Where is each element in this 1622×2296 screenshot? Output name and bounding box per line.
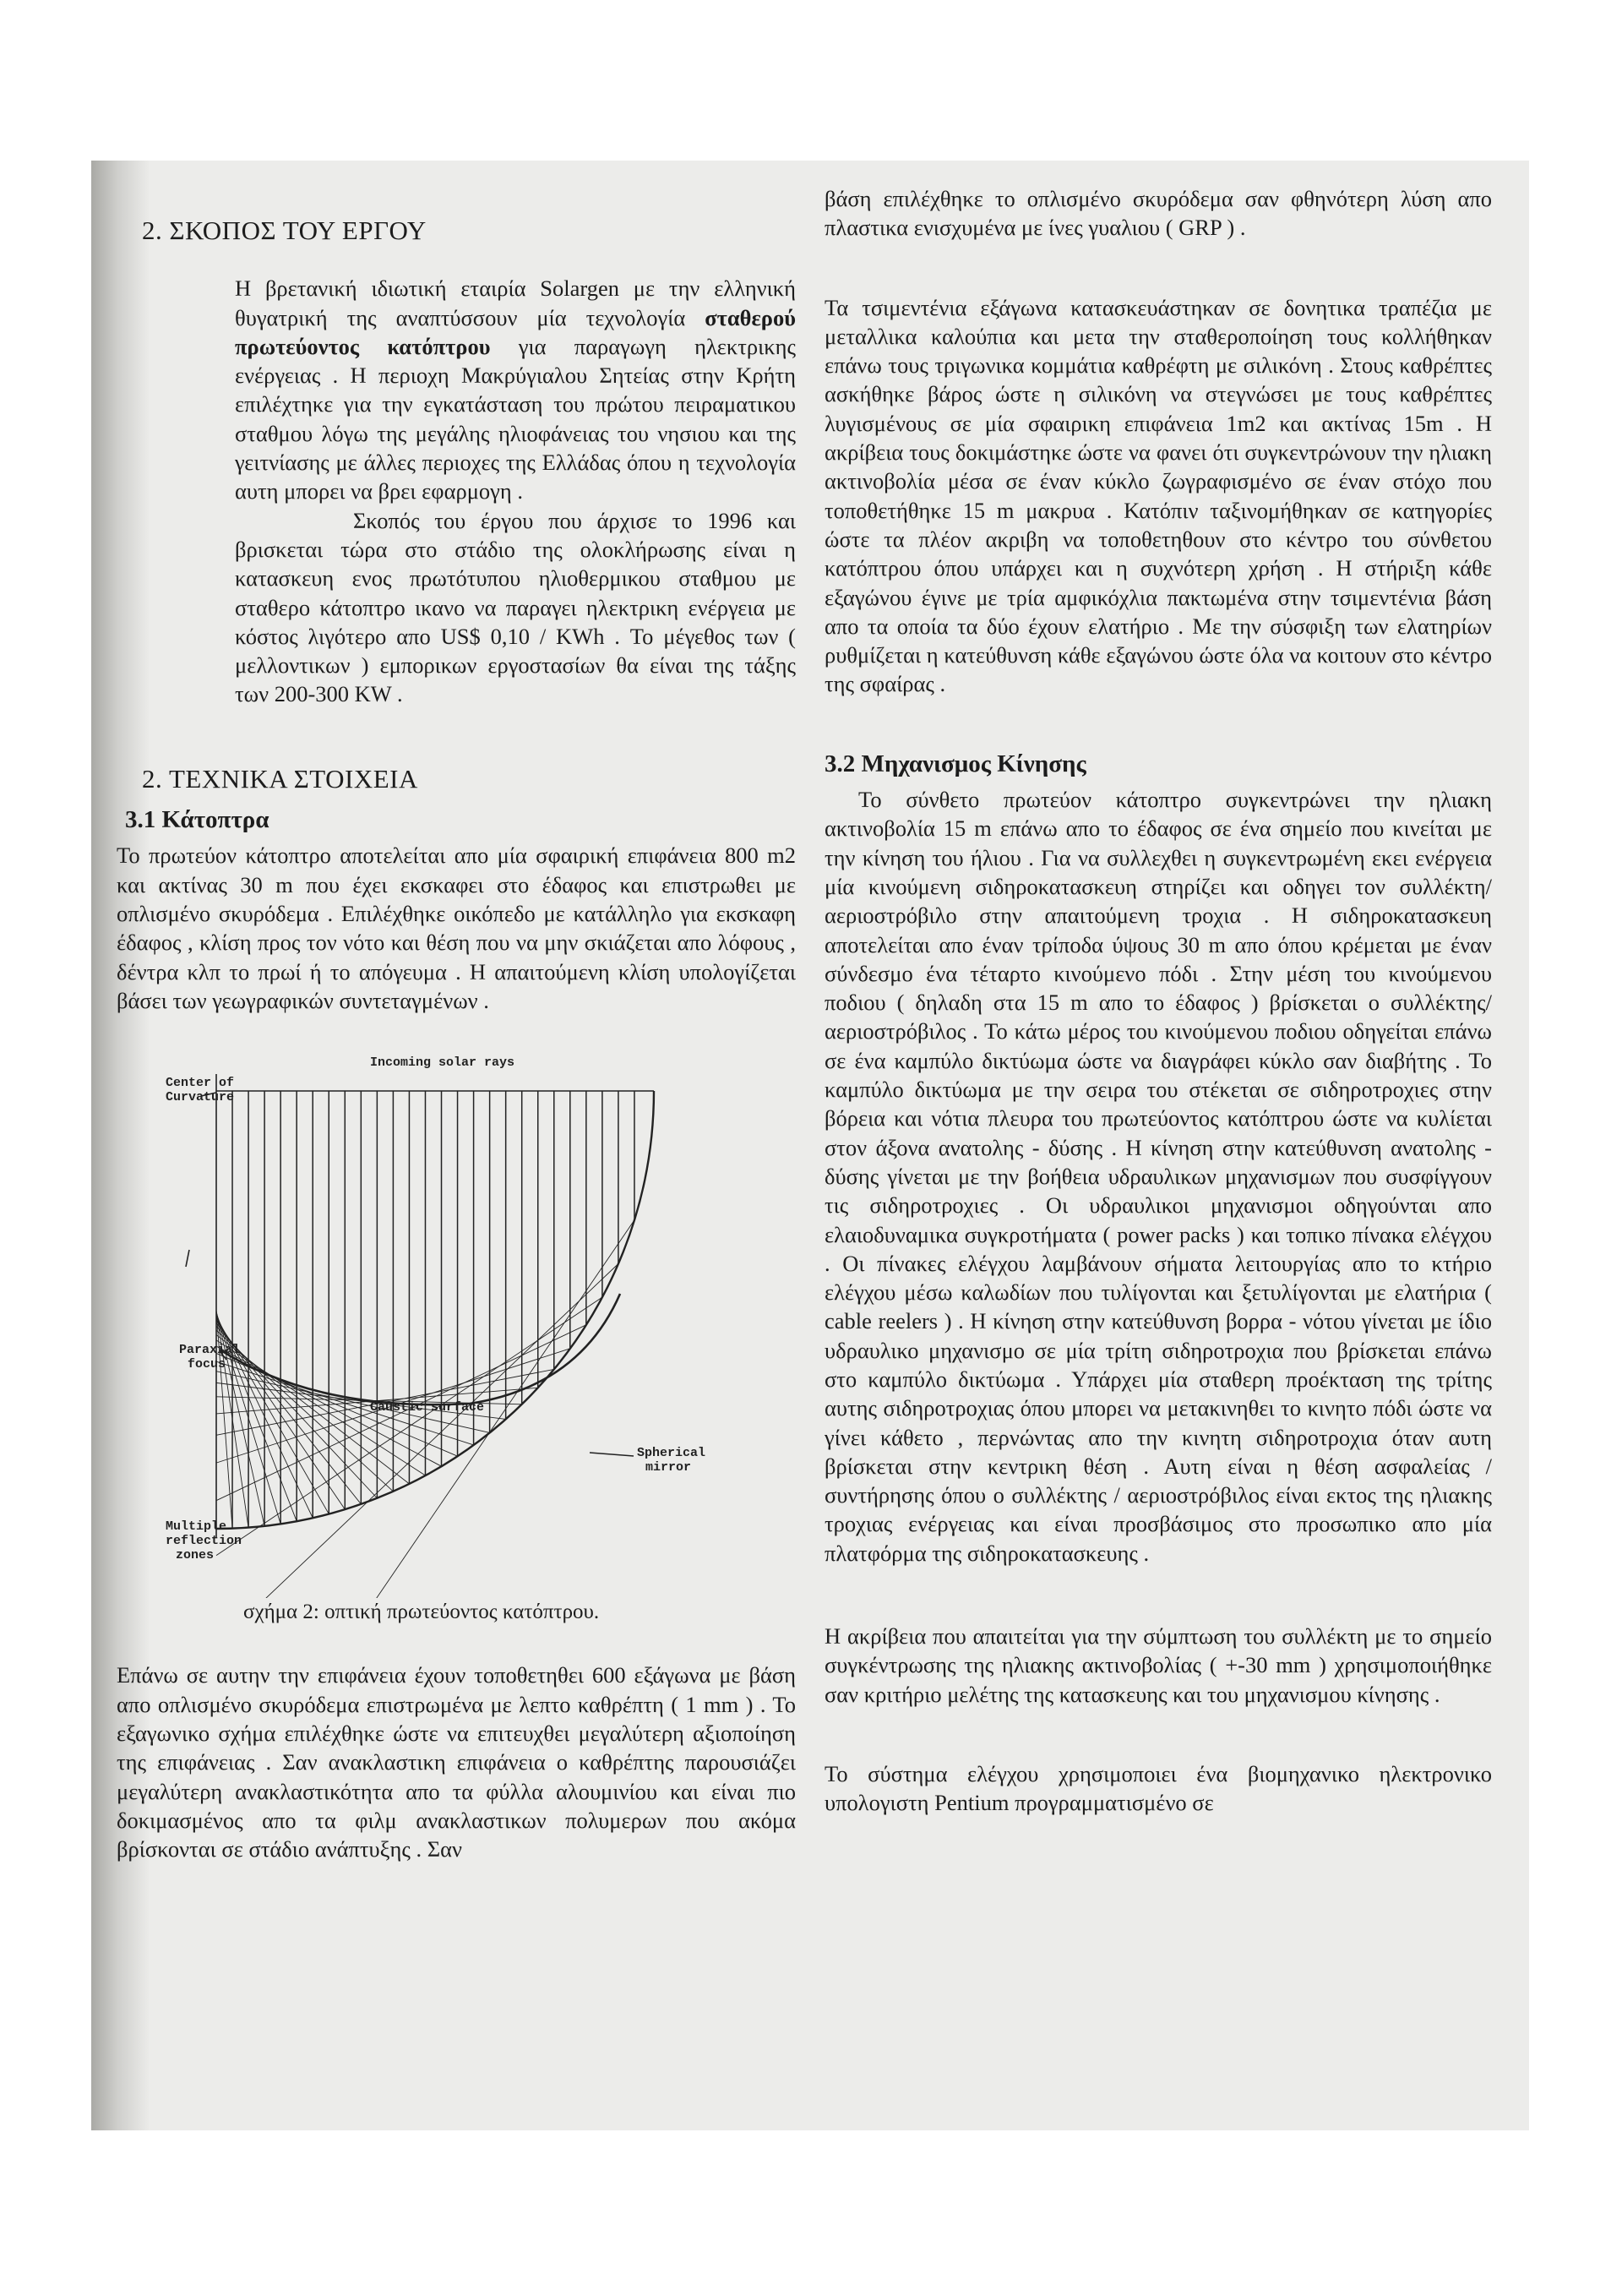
scope-p1-text-a: Η βρετανική ιδιωτική εταιρία Solargen με την ελληνική θυγατρική της αναπτύσσουν μία τεχνολογία bbox=[235, 275, 796, 330]
label-incoming-rays: Incoming solar rays bbox=[370, 1055, 515, 1071]
right-paragraph-2: Το σύνθετο πρωτεύον κάτοπτρο συγκεντρώνει την ηλιακη ακτινοβολία 15 m επάνω απο το έδαφος σε ένα σημείο που κινείται με την κίνηση του ήλιου . Για να συλλεχθει η συγκεντρωμένη εκει ενέργεια μία κινούμενη σιδηροκατασκευη στηρίζει και οδηγει τον συλλέκτη/ αεριοστρόβιλο στην απαιτούμενη τροχια . Η σιδηροκατασκευη αποτελείται απο έναν τρίποδα ύψους 30 m απο όπου κρέμεται με έναν σύνδεσμο ένα τέταρτο κινούμενο πόδι . Στην μέση του κινούμενου ποδιου ( δηλαδη στα 15 m απο το έδαφος ) βρίσκεται ο συλλέκτης/ αεριοστρόβιλος . Το κάτω μέρος του κινούμενου ποδιου οδηγείται επάνω σε ένα καμπύλο δικτύωμα ώστε να διαγράφει κύκλο σαν διαβήτης . Το καμπύλο δικτύωμα με την σειρα του στέκεται σε σιδηροτροχιες στην βόρεια και νότια πλευρα του πρωτεύοντος κατόπτρου ώστε να κυλίεται στον άξονα ανατολης - δύσης . Η κίνηση στην κατεύθυνση ανατολης - δύσης γίνεται με την βοήθεια υδραυλικων μηχανισμων που συσφίγγουν τις σιδηροτροχιες . Οι υδραυλικοι μηχανισμοι οδηγούνται απο ελαιοδυναμικα συγκροτήματα ( power packs ) και τοπικο πίνακα ελέγχου . Οι πίνακες ελέγχου λαμβάνουν σήματα λειτουργίας απο το κτήριο ελέγχου μέσω καλωδίων που τυλίγονται και ξετυλίγονται με ελατήρια ( cable reelers ) . Η κίνηση στην κατεύθυνση βορρα - νότου γίνεται με ίδιο υδραυλικο μηχανισμο σε μία τρίτη σιδηροτροχια που βρίσκεται επάνω στο καμπύλο δικτύωμα . Υπάρχει μία σταθερη προέκταση της τρίτης αυτης σιδηροτροχιας όπου μπορει να μετακινηθει το κινητο πόδι ώστε να γίνει κάθετο , περνώντας απο την κινητη σιδηροτροχια όταν αυτη βρίσκεται στην κεντρικη θέση . Αυτη είναι η θέση ασφαλείας / συντήρησης όπου ο συλλέκτης / αεριοστρόβιλος είναι εκτος της ηλιακης τροχιας ενέργειας και είναι προσβάσιμος στο προσωπικο απο μία πλατφόρμα της σιδηροκατασκευης . bbox=[825, 787, 1492, 1566]
tick-mark bbox=[186, 1250, 189, 1267]
label-paraxial-2: focus bbox=[188, 1357, 226, 1372]
label-multi-1: Multiple bbox=[166, 1519, 227, 1535]
left-column bbox=[117, 216, 796, 1864]
reflected-ray bbox=[216, 1330, 393, 1492]
mirrors-paragraph-2: Επάνω σε αυτην την επιφάνεια έχουν τοποθετηθει 600 εξάγωνα με βάση απο οπλισμένο σκυρόδεμα επιστρωμένα με λεπτο καθρέπτη ( 1 mm ) . Το εξαγωνικο σχήμα επιλέχθηκε ώστε να επιτευχθει μεγαλύτερη αξιοποίηση της επιφάνειας . Σαν ανακλαστικη επιφάνεια ο καθρέπτης παρουσιάζει μεγαλύτερη ανακλαστικότητα απο τα φύλλα αλουμινίου και είναι πιο δοκιμασμένος απο τα φιλμ ανακλαστικων πολυμερων που ακόμα βρίσκονται σε στάδιο ανάπτυξης . Σαν bbox=[117, 1662, 796, 1862]
label-center-2: Curvature bbox=[166, 1090, 235, 1105]
scope-block bbox=[117, 274, 796, 708]
label-paraxial-1: Paraxial bbox=[179, 1343, 241, 1358]
heading-technical: 2. ΤΕΧΝΙΚΑ ΣΤΟΙΧΕΙΑ bbox=[142, 763, 418, 794]
label-center-1: Center of bbox=[166, 1076, 235, 1091]
label-mirror-1: Spherical bbox=[637, 1446, 706, 1461]
subheading-motion: 3.2 Μηχανισμος Κίνησης bbox=[825, 750, 1086, 777]
scope-p1-text-b: για παραγωγη ηλεκτρικης ενέργειας . Η περιοχη Μακρύγιαλου Σητείας στην Κρήτη επιλέχτηκε για την εγκατάσταση του πρώτου πειραματικου σταθμου λόγω της μεγάλης ηλιοφάνειας του νησιου και της γειτνίασης με άλλες περιοχες της Ελλάδας όπου η τεχνολογία αυτη μπορει να βρει εφαρμογη . bbox=[235, 333, 796, 504]
label-mirror-2: mirror bbox=[645, 1460, 692, 1475]
label-multi-2: reflection bbox=[166, 1534, 242, 1549]
mirror-pointer-line bbox=[590, 1453, 634, 1456]
mirror-optics-figure bbox=[117, 1049, 796, 1627]
right-paragraph-4: Το σύστημα ελέγχου χρησιμοποιει ένα βιομηχανικο ηλεκτρονικο υπολογιστη Pentium προγραμματισμένο σε bbox=[825, 1760, 1492, 1816]
right-column bbox=[825, 184, 1492, 1818]
heading-scope: 2. ΣΚΟΠΟΣ ΤΟΥ ΕΡΓΟΥ bbox=[142, 215, 427, 245]
optics-diagram bbox=[117, 1049, 796, 1598]
scope-paragraph-1 bbox=[235, 274, 796, 505]
subheading-mirrors: 3.1 Κάτοπτρα bbox=[125, 806, 269, 834]
reflected-ray bbox=[216, 1264, 618, 1599]
label-caustic: Caustic surface bbox=[370, 1400, 485, 1415]
mirrors-paragraph-1: Το πρωτεύον κάτοπτρο αποτελείται απο μία σφαιρική επιφάνεια 800 m2 και ακτίνας 30 m που έχει εκσκαφει στο έδαφος και επιστρωθει με οπλισμένο σκυρόδεμα . Επιλέχθηκε οικόπεδο με κατάλληλο για εκσκαφη έδαφος , κλίση προς τον νότο και θέση που να μην σκιάζεται απο λόφους , δέντρα κλπ το πρωί ή το απόγευμα . Η απαιτούμενη κλίση υπολογίζεται βάσει των γεωγραφικών συντεταγμένων . bbox=[117, 843, 796, 1013]
right-paragraph-0: βάση επιλέχθηκε το οπλισμένο σκυρόδεμα σαν φθηνότερη λύση απο πλαστικα ενισχυμένα με ίνες γυαλιου ( GRP ) . bbox=[825, 186, 1492, 241]
scope-paragraph-2: Σκοπός του έργου που άρχισε το 1996 και βρισκεται τώρα στο στάδιο της ολοκλήρωσης είναι η κατασκευη ενος πρωτότυπου ηλιοθερμικου σταθμου με σταθερο κάτοπτρο ικανο να παραγει ηλεκτρικη ενέργεια με κόστος λιγότερο απο US$ 0,10 / KWh . Το μέγεθος των ( μελλοντικων ) εμπορικων εργοστασίων θα είναι της τάξης των 200-300 KW . bbox=[235, 507, 796, 707]
right-paragraph-3: Η ακρίβεια που απαιτείται για την σύμπτωση του συλλέκτη με το σημείο συγκέντρωσης της ηλιακης ακτινοβολίας ( +-30 mm ) χρησιμοποιήθηκε σαν κριτήριο μελέτης της κατασκευης και του μηχανισμου κίνησης . bbox=[825, 1623, 1492, 1707]
scope-p1-bold: σταθερού πρωτεύοντος κατόπτρου bbox=[235, 304, 796, 359]
right-paragraph-1: Τα τσιμεντένια εξάγωνα κατασκευάστηκαν σε δονητικα τραπέζια με μεταλλικα καλούπια και μετα την σταθεροποίηση τους κολλήθηκαν επάνω τους τριγωνικα κομμάτια καθρέφτη με σιλικόνη . Στους καθρέπτες ασκήθηκε βάρος ώστε η σιλικόνη να στεγνώσει με τους καθρέπτες λυγισμένους σε μία σφαιρικη επιφάνεια 1m2 και ακτίνας 15m . Η ακρίβεια τους δοκιμάστηκε ώστε να φανει ότι συγκεντρώνουν την ηλιακη ακτινοβολία μέσα σε έναν κύκλο ζωγραφισμένο σε έναν στόχο που τοποθετήθηκε 15 m μακρυα . Κατόπιν ταξινομήθηκαν σε κατηγορίες ώστε τα πλέον ακριβη να τοποθετηθουν στο κέντρο του σύνθετου κατόπτρου όπου υπάρχει και η συχνότερη χρήση . Η στήριξη κάθε εξαγώνου έγινε με τρία αμφικόχλια πακτωμένα στην τσιμεντένια βάση απο τα οποία τα δύο έχουν ελατήριο . Με την σύσφιξη των ελατηρίων ρυθμίζεται η κατεύθυνση κάθε εξαγώνου ώστε όλα να κοιτουν στο κέντρο της σφαίρας . bbox=[825, 294, 1492, 697]
scanned-page bbox=[91, 161, 1529, 2130]
label-multi-3: zones bbox=[176, 1548, 215, 1563]
figure-caption: σχήμα 2: οπτική πρωτεύοντος κατόπτρου. bbox=[243, 1601, 600, 1624]
